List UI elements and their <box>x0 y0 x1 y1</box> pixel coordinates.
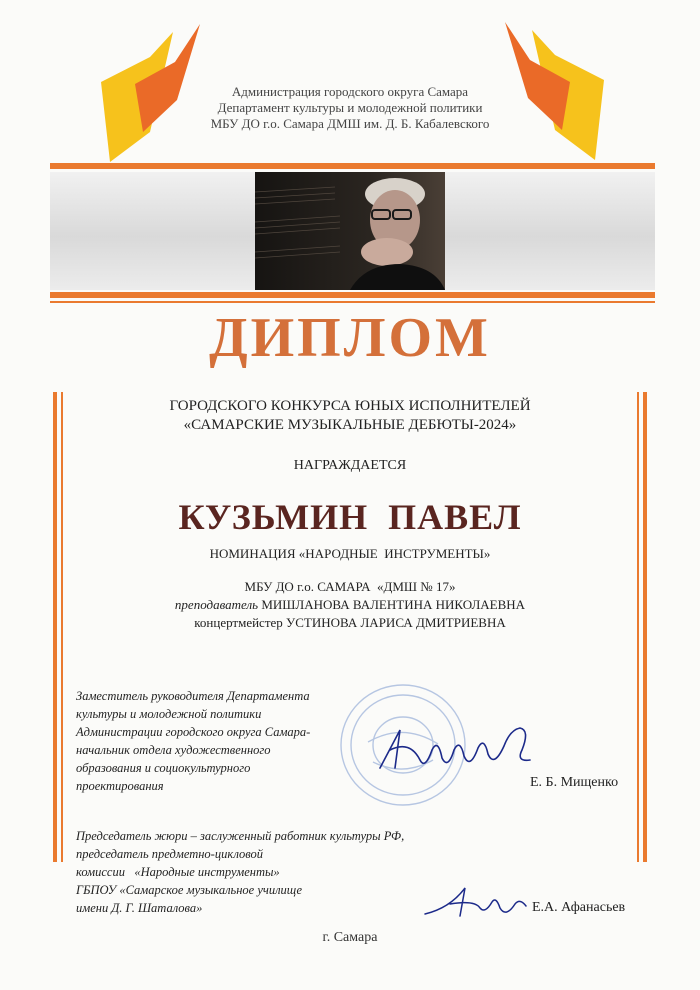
signatory-2-name: Е.А. Афанасьев <box>532 900 626 915</box>
school-name: МБУ ДО г.о. САМАРА «ДМШ № 17» <box>244 579 456 594</box>
contest-line-2: «САМАРСКИЕ МУЗЫКАЛЬНЫЕ ДЕБЮТЫ-2024» <box>183 417 517 433</box>
bottom-band-upper <box>50 292 655 298</box>
contest-title <box>0 397 700 435</box>
signatory-2-line: ГБПОУ «Самарское музыкальное училище <box>76 883 303 897</box>
issuer-line-2: Департамент культуры и молодежной политики <box>217 100 483 115</box>
composer-portrait-photo <box>255 172 445 290</box>
recipient-name: КУЗЬМИН ПАВЕЛ <box>178 497 522 537</box>
signatory-2-line: председатель предметно-цикловой <box>76 847 264 861</box>
signatory-2-line: комиссии «Народные инструменты» <box>76 865 280 879</box>
signatory-2-line: Председатель жюри – заслуженный работник культуры РФ, <box>76 829 405 843</box>
issuer-line-1: Администрация городского округа Самара <box>231 84 469 99</box>
accompanist-line: концертмейстер УСТИНОВА ЛАРИСА ДМИТРИЕВНА <box>194 615 506 630</box>
issuer-header <box>150 84 550 132</box>
nomination: НОМИНАЦИЯ «НАРОДНЫЕ ИНСТРУМЕНТЫ» <box>209 546 491 561</box>
signatory-1-line: начальник отдела художественного <box>76 743 271 757</box>
teacher-line <box>0 596 700 614</box>
signatory-1-title <box>76 687 310 795</box>
signatory-1-line: образования и социокультурного <box>76 761 251 775</box>
top-band <box>50 163 655 169</box>
diploma-title: ДИПЛОМ <box>209 307 491 369</box>
school-info <box>0 578 700 632</box>
signatory-1-line: Заместитель руководителя Департамента <box>76 689 310 703</box>
signatory-1-line: проектирования <box>76 779 164 793</box>
signatory-2-line: имени Д. Г. Шаталова» <box>76 901 203 915</box>
signatory-1-name: Е. Б. Мищенко <box>530 775 619 790</box>
signatory-2-title <box>76 827 404 917</box>
contest-line-1: ГОРОДСКОГО КОНКУРСА ЮНЫХ ИСПОЛНИТЕЛЕЙ <box>169 398 531 414</box>
signatory-1-line: Администрации городского округа Самара- <box>76 725 311 739</box>
city-footer: г. Самара <box>322 930 378 945</box>
bottom-band-lower <box>50 301 655 303</box>
teacher-name: МИШЛАНОВА ВАЛЕНТИНА НИКОЛАЕВНА <box>261 597 526 612</box>
awarded-label: НАГРАЖДАЕТСЯ <box>293 458 407 473</box>
signature-afanasyev <box>420 878 530 923</box>
signatory-1-line: культуры и молодежной политики <box>76 707 262 721</box>
teacher-role: преподаватель <box>174 597 259 612</box>
signature-mishchenko <box>370 720 540 780</box>
issuer-line-3: МБУ ДО г.о. Самара ДМШ им. Д. Б. Кабалевского <box>210 116 490 131</box>
